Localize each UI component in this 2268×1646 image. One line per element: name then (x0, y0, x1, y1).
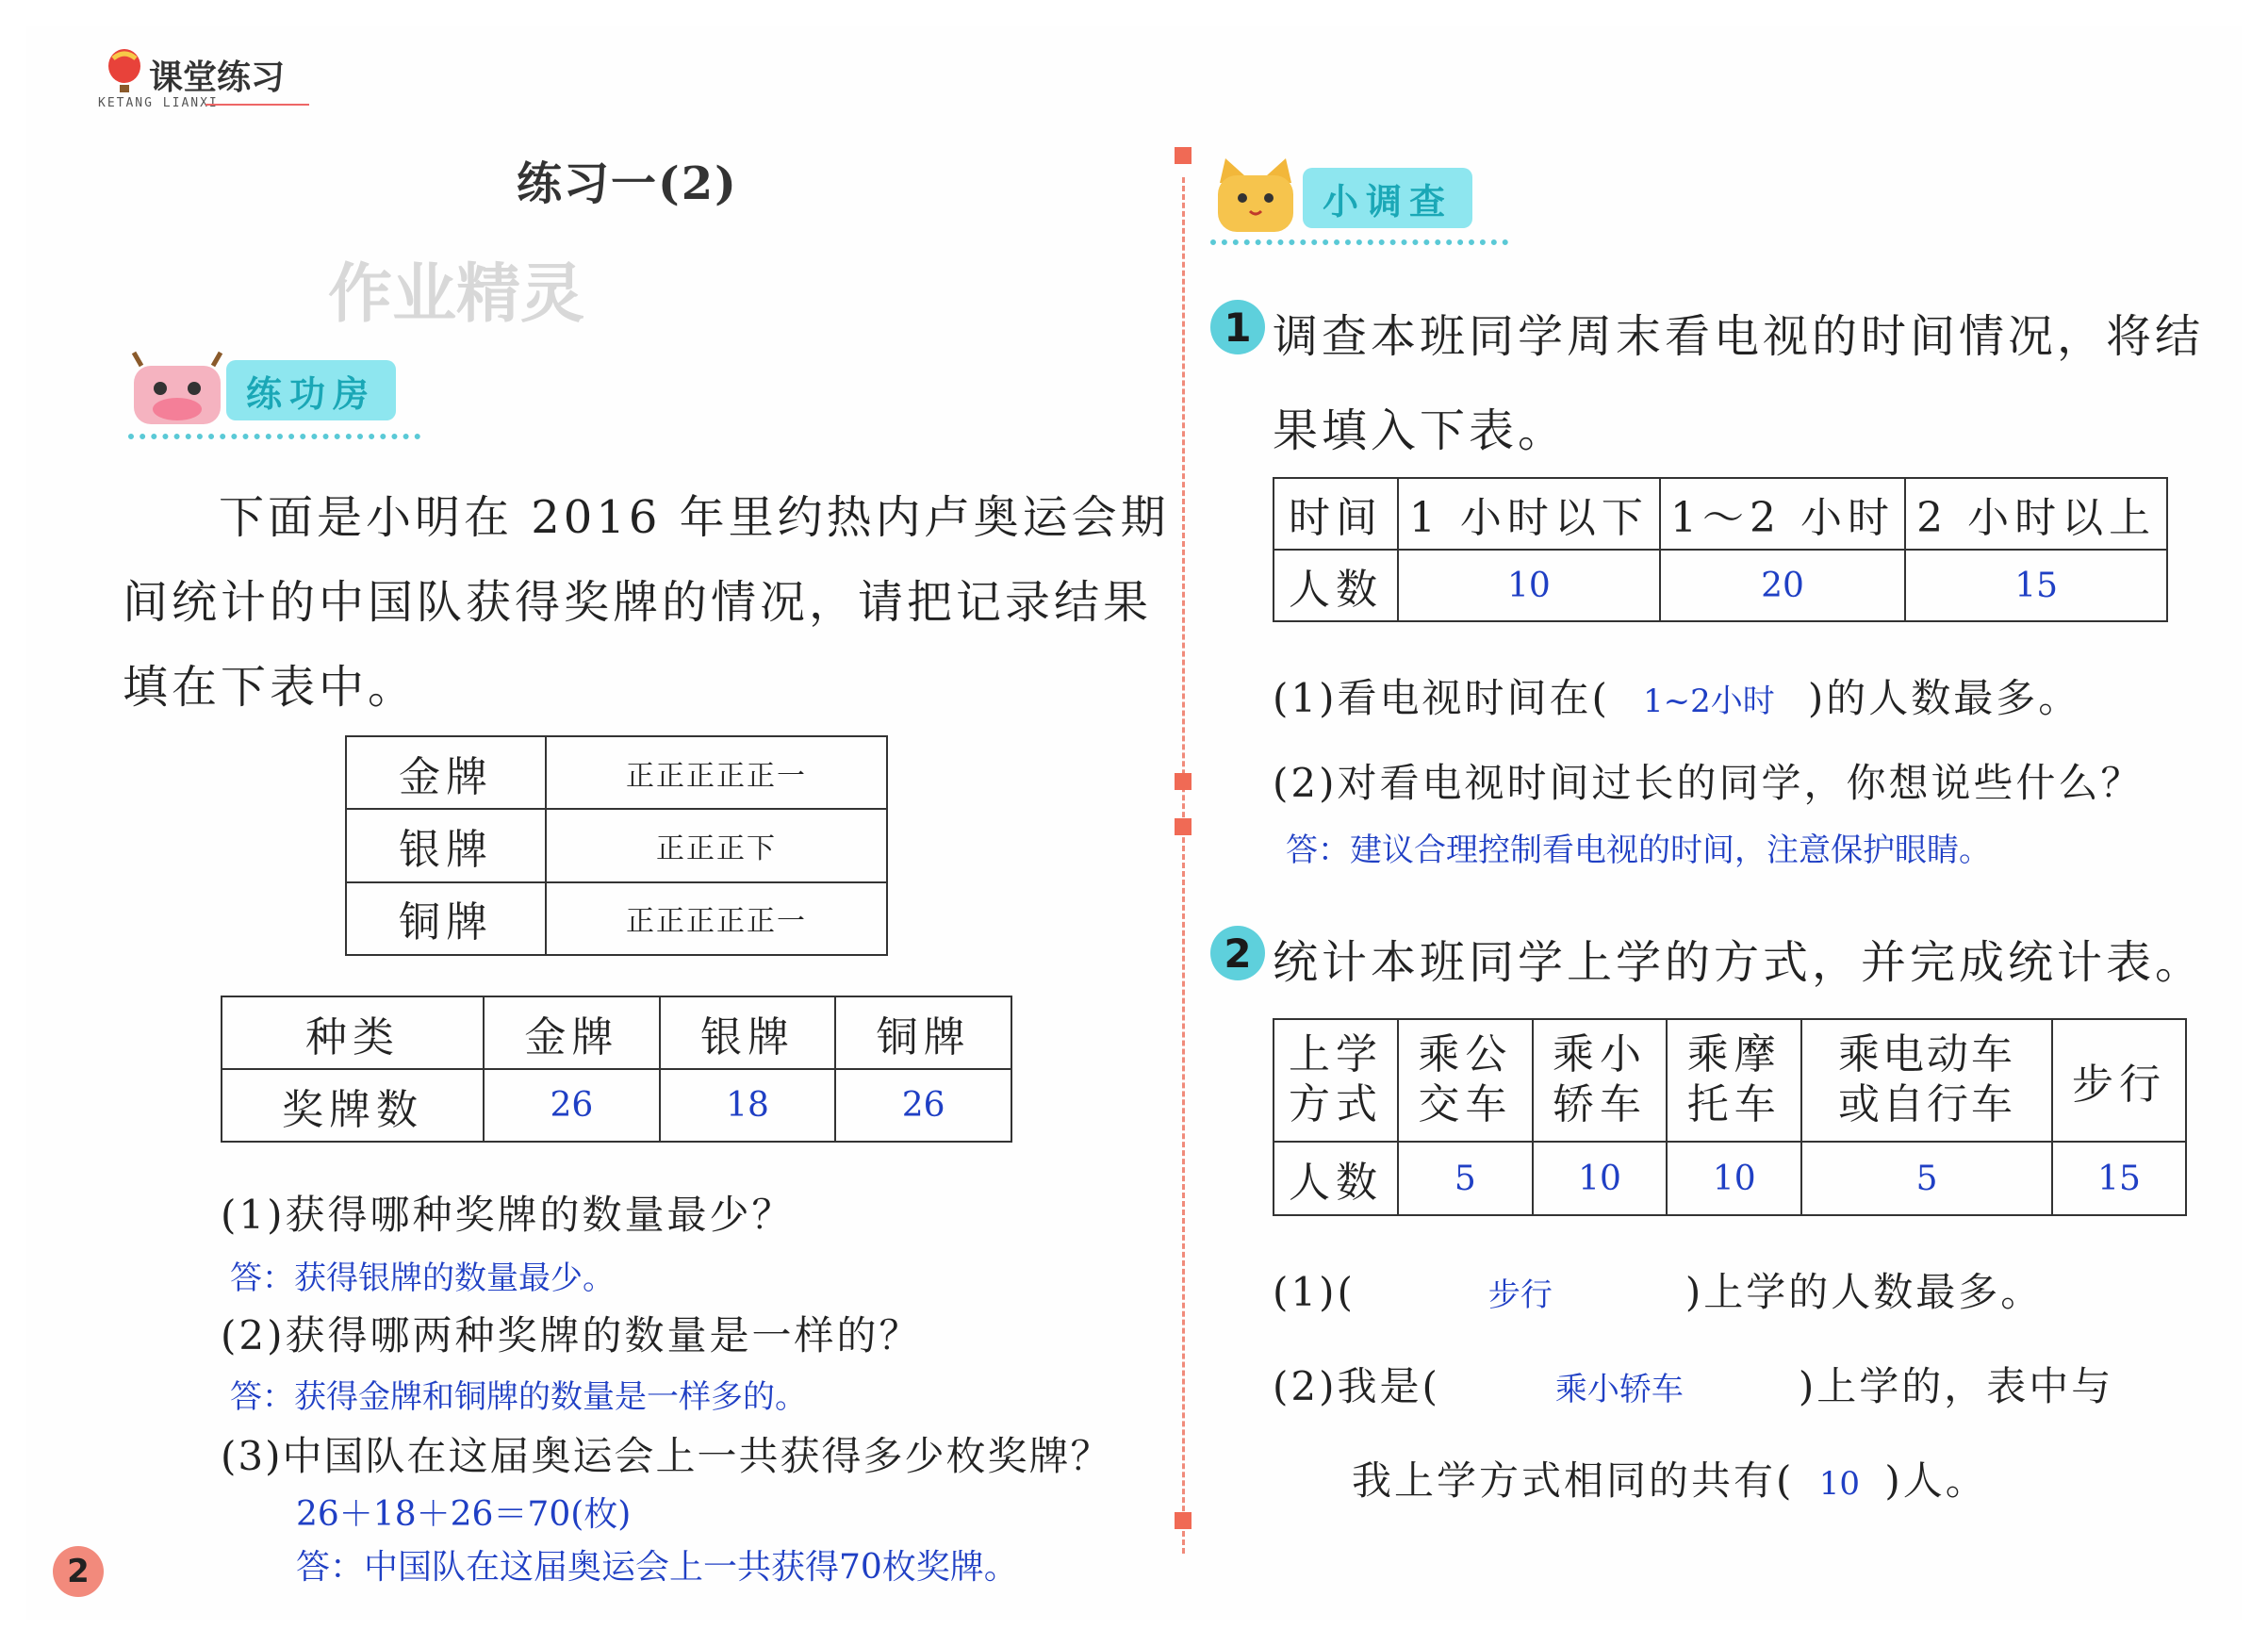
tv-a2: 答：建议合理控制看电视的时间，注意保护眼睛。 (1286, 831, 1991, 869)
cat-icon (1210, 155, 1301, 236)
tv-q1 (1273, 667, 2080, 724)
divider-marker (1175, 1512, 1192, 1529)
intro-line-2: 间统计的中国队获得奖牌的情况，请把记录结果 (123, 576, 1153, 629)
left-a3-calc: 26＋18＋26＝70(枚) (296, 1495, 632, 1534)
left-q3: (3)中国队在这届奥运会上一共获得多少枚奖牌？ (221, 1433, 1112, 1479)
problem-2-number: 2 (1210, 926, 1265, 980)
medal-count-silver: 18 (660, 1069, 836, 1142)
commute-q2 (1273, 1356, 2113, 1412)
left-a1: 答：获得银牌的数量最少。 (230, 1259, 615, 1297)
commute-count: 15 (2052, 1142, 2186, 1215)
banner-dots-right (1210, 239, 1508, 245)
problem-2-text: 统计本班同学上学的方式，并完成统计表。 (1273, 936, 2205, 989)
commute-q1-answer: 步行 (1487, 1276, 1553, 1314)
tv-count: 15 (1905, 550, 2167, 621)
commute-q3 (1352, 1450, 1988, 1506)
tv-count: 20 (1660, 550, 1905, 621)
commute-header (1801, 1019, 2052, 1142)
left-a2: 答：获得金牌和铜牌的数量是一样多的。 (230, 1378, 807, 1416)
commute-header (1398, 1019, 1533, 1142)
tv-count: 10 (1398, 550, 1660, 621)
tv-time-table (1273, 477, 2168, 622)
tv-q1-answer: 1~2小时 (1643, 683, 1775, 720)
commute-header (2052, 1019, 2186, 1142)
commute-q3-suffix: )人。 (1884, 1457, 1988, 1504)
medal-count-bronze: 26 (835, 1069, 1011, 1142)
commute-count: 5 (1801, 1142, 2052, 1215)
commute-count: 10 (1667, 1142, 1801, 1215)
medal-header: 种类 (222, 996, 484, 1069)
intro-line-1: 下面是小明在 2016 年里约热内卢奥运会期 (219, 491, 1170, 544)
header-subtitle: KETANG LIANXI (98, 96, 219, 110)
tv-q2: (2)对看电视时间过长的同学，你想说些什么？ (1273, 760, 2144, 806)
tv-q1-prefix: (1)看电视时间在( (1273, 675, 1610, 721)
workbook-page (26, 26, 2242, 1620)
commute-header-row (1274, 1019, 2186, 1142)
commute-q1-suffix: )上学的人数最多。 (1685, 1269, 2044, 1315)
commute-header (1274, 1019, 1398, 1142)
commute-header-line: 轿车 (1553, 1080, 1648, 1128)
tv-value-row (1274, 550, 2167, 621)
balloon-icon (106, 49, 143, 94)
problem-1-line-1: 调查本班同学周末看电视的时间情况，将结 (1273, 310, 2205, 363)
commute-header-line: 方式 (1289, 1080, 1383, 1128)
medal-header: 铜牌 (835, 996, 1011, 1069)
header-title: 课堂练习 (149, 58, 286, 97)
header-underline (205, 104, 309, 106)
commute-header (1533, 1019, 1668, 1142)
commute-q2-answer: 乘小轿车 (1554, 1371, 1684, 1408)
tv-header: 2 小时以上 (1905, 478, 2167, 550)
medal-table (221, 996, 1012, 1143)
commute-q2-prefix: (2)我是( (1273, 1363, 1440, 1409)
tally-label: 铜牌 (346, 882, 546, 955)
commute-header-line: 步行 (2072, 1061, 2166, 1109)
commute-header-line: 乘摩 (1686, 1030, 1782, 1079)
banner-dots-left (128, 434, 420, 439)
commute-q3-prefix: 我上学方式相同的共有( (1352, 1457, 1795, 1504)
commute-row-label: 人数 (1274, 1142, 1398, 1215)
commute-header-line: 乘小 (1553, 1030, 1648, 1079)
commute-count: 5 (1398, 1142, 1533, 1215)
tv-header: 1 小时以下 (1398, 478, 1660, 550)
tally-row (346, 809, 887, 881)
commute-value-row (1274, 1142, 2186, 1215)
commute-header-line: 上学 (1289, 1030, 1383, 1079)
tv-header: 时间 (1274, 478, 1398, 550)
problem-1-number: 1 (1210, 300, 1265, 354)
medal-value-row (222, 1069, 1011, 1142)
tally-row (346, 736, 887, 809)
watermark: 作业精灵 (328, 257, 585, 332)
page-divider (1182, 177, 1185, 1554)
page-title: 练习一(2) (517, 157, 738, 210)
tally-label: 银牌 (346, 809, 546, 881)
tally-table (345, 735, 888, 956)
left-q1: (1)获得哪种奖牌的数量最少？ (221, 1192, 795, 1238)
commute-q1 (1273, 1261, 2043, 1318)
medal-header-row (222, 996, 1011, 1069)
left-q2: (2)获得哪两种奖牌的数量是一样的？ (221, 1312, 922, 1358)
commute-header-line: 乘公 (1418, 1030, 1513, 1079)
commute-q3-answer: 10 (1818, 1465, 1861, 1503)
section-banner-survey: 小调查 (1303, 168, 1472, 228)
medal-header: 银牌 (660, 996, 836, 1069)
problem-1-line-2: 果填入下表。 (1273, 404, 1568, 457)
divider-marker (1175, 818, 1192, 835)
medal-count-gold: 26 (484, 1069, 660, 1142)
left-a3: 答：中国队在这届奥运会上一共获得70枚奖牌。 (296, 1548, 1018, 1587)
tally-marks: 正正正下 (546, 809, 887, 881)
commute-q1-prefix: (1)( (1273, 1269, 1356, 1315)
medal-header: 金牌 (484, 996, 660, 1069)
commute-count: 10 (1533, 1142, 1668, 1215)
commute-header-line: 托车 (1686, 1080, 1782, 1128)
divider-marker (1175, 773, 1192, 790)
page-number: 2 (53, 1546, 104, 1597)
tv-row-label: 人数 (1274, 550, 1398, 621)
tv-header-row (1274, 478, 2167, 550)
commute-header-line: 或自行车 (1838, 1080, 2016, 1128)
tally-marks: 正正正正正一 (546, 882, 887, 955)
commute-table (1273, 1018, 2187, 1216)
medal-row-label: 奖牌数 (222, 1069, 484, 1142)
commute-header (1667, 1019, 1801, 1142)
commute-header-line: 乘电动车 (1838, 1030, 2016, 1079)
section-banner-practice: 练功房 (226, 360, 396, 420)
cow-icon (128, 351, 226, 430)
divider-marker (1175, 147, 1192, 164)
intro-line-3: 填在下表中。 (123, 661, 418, 714)
commute-header-line: 交车 (1418, 1080, 1513, 1128)
tally-row (346, 882, 887, 955)
tv-header: 1～2 小时 (1660, 478, 1905, 550)
tally-label: 金牌 (346, 736, 546, 809)
commute-q2-suffix: )上学的，表中与 (1798, 1363, 2114, 1409)
tv-q1-suffix: )的人数最多。 (1807, 675, 2081, 721)
tally-marks: 正正正正正一 (546, 736, 887, 809)
